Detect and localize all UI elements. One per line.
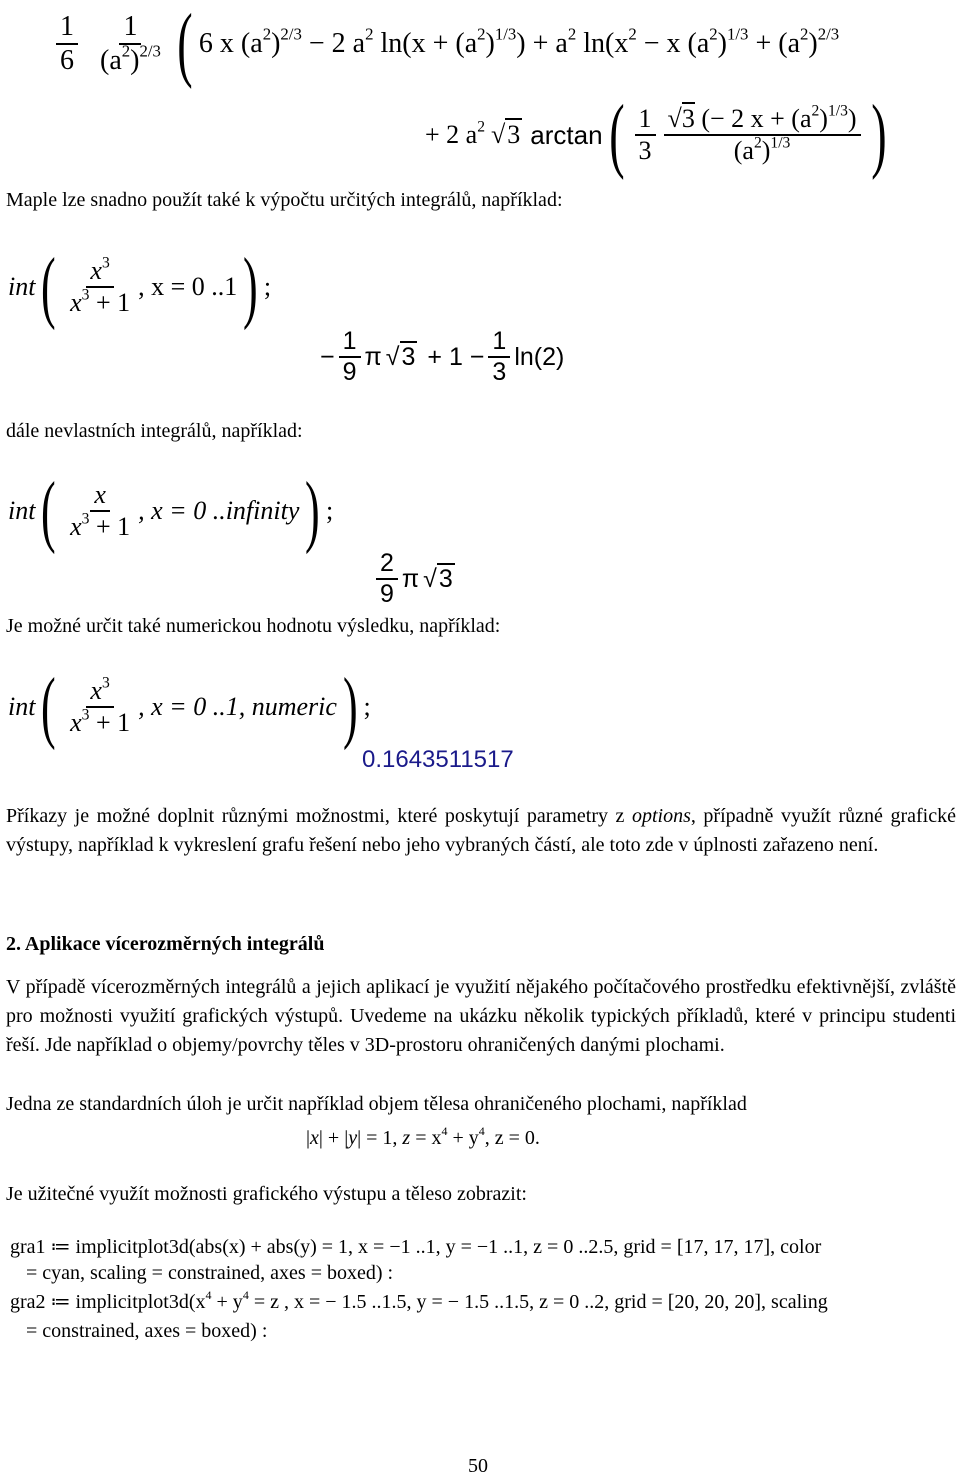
- section-heading: 2. Aplikace vícerozměrných integrálů: [6, 933, 325, 955]
- example3-integrand: $\frac{x^3}{x^3 + 1}$: [70, 674, 131, 737]
- definite-intro: Maple lze snadno použít také k výpočtu určitých integrálů, například:: [6, 189, 563, 211]
- top-formula-line1: [52, 0, 840, 90]
- top-big-paren: (: [177, 0, 193, 90]
- numeric-intro: Je možné určit také numerickou hodnotu výsledku, například:: [6, 615, 501, 637]
- example2-integrand: $\frac{x}{x^3 + 1}$: [70, 480, 131, 541]
- example3-input: int ( $\frac{x^3}{x^3 + 1}$ , x = 0 ..1, numeric ) ;: [8, 663, 371, 751]
- surfaces-formula: |x| + |y| = 1, $z = x^4 + y^4$, z = 0.: [306, 1124, 540, 1149]
- options-paragraph: Příkazy je možné doplnit různými možnostmi, které poskytují parametry z options, případně využít různé grafické výstupy, například k vykreslení grafu řešení nebo jeho vybraných částí, ale toto zde v úplnosti zařazeno není.: [6, 805, 956, 856]
- example1-result: − $\frac{1}{9}$ π √3 + 1 − $\frac{1}{3}$ ln(2): [320, 327, 565, 386]
- example3-result: 0.1643511517: [362, 746, 514, 773]
- top-formula-line2: + 2 $a^2$ √3 arctan ( $\frac{1}{3}$ $\frac{√3 (- 2 x + (a^2)^{1/3})}{(a^2)^{1/3}}$ ): [425, 88, 887, 181]
- example1-input: int ( $\frac{x^3}{x^3 + 1}$ , x = 0 ..1 ) ;: [8, 243, 272, 331]
- example2-result: $\frac{2}{9}$ π √3: [372, 548, 455, 610]
- section-paragraph-2: Jedna ze standardních úloh je určit například objem tělesa ohraničeného plochami, například: [6, 1093, 747, 1115]
- graphic-intro: Je užitečné využít možnosti grafického výstupu a těleso zobrazit:: [6, 1183, 527, 1205]
- top-line1-terms: 6 x $(a^2)^{2/3} - 2$ $a^2$ $\ln(x + (a^2)^{1/3}) + a^2$ $\ln(x^2 - x$ $(a^2)^{1/3} + (a^2)^{2/3}$: [198, 24, 840, 59]
- top-frac-1-a: $\frac{1}{(a^2)^{2/3}}$: [100, 10, 161, 76]
- line2-inner-frac: $\frac{√3 (- 2 x + (a^2)^{1/3})}{(a^2)^{1/3}}$: [664, 104, 861, 166]
- gra2-line2: = constrained, axes = boxed) :: [26, 1320, 268, 1342]
- example1-integrand: $\frac{x^3}{x^3 + 1}$: [70, 254, 131, 317]
- example2-input: int ( $\frac{x}{x^3 + 1}$ , x = 0 ..infinity ) ;: [8, 467, 334, 555]
- gra1-line2: = cyan, scaling = constrained, axes = boxed) :: [26, 1262, 394, 1284]
- page-number: 50: [468, 1455, 488, 1477]
- line2-frac-1-3: $\frac{1}{3}$: [635, 104, 656, 166]
- section-paragraph-1: V případě vícerozměrných integrálů a jejich aplikací je využití nějakého počítačového prostředku efektivnější, zvláště pro možnosti využití grafických výstupů. Uvedeme na ukázku několik typických příkladů, které v principu studenti řeší. Jde například o objemy/povrchy těles v 3D-prostoru ohraničených danými plochami.: [6, 976, 956, 1056]
- improper-intro: dále nevlastních integrálů, například:: [6, 420, 303, 442]
- gra1-line1: gra1 ≔ implicitplot3d(abs(x) + abs(y) = 1, x = −1 ..1, y = −1 ..1, z = 0 ..2.5, grid = [17, 17, 17], color: [10, 1236, 822, 1258]
- gra2-line1: gra2 ≔ $implicitplot3d(x^4 + y^4 = z$ , x = − 1.5 ..1.5, y = − 1.5 ..1.5, z = 0 ..2, grid = [20, 20, 20], scaling: [10, 1288, 828, 1313]
- arctan-label: arctan: [530, 119, 603, 150]
- top-frac-1-6: $\frac{1}{6}$: [56, 11, 78, 77]
- sqrt-symbol: √3: [491, 120, 521, 149]
